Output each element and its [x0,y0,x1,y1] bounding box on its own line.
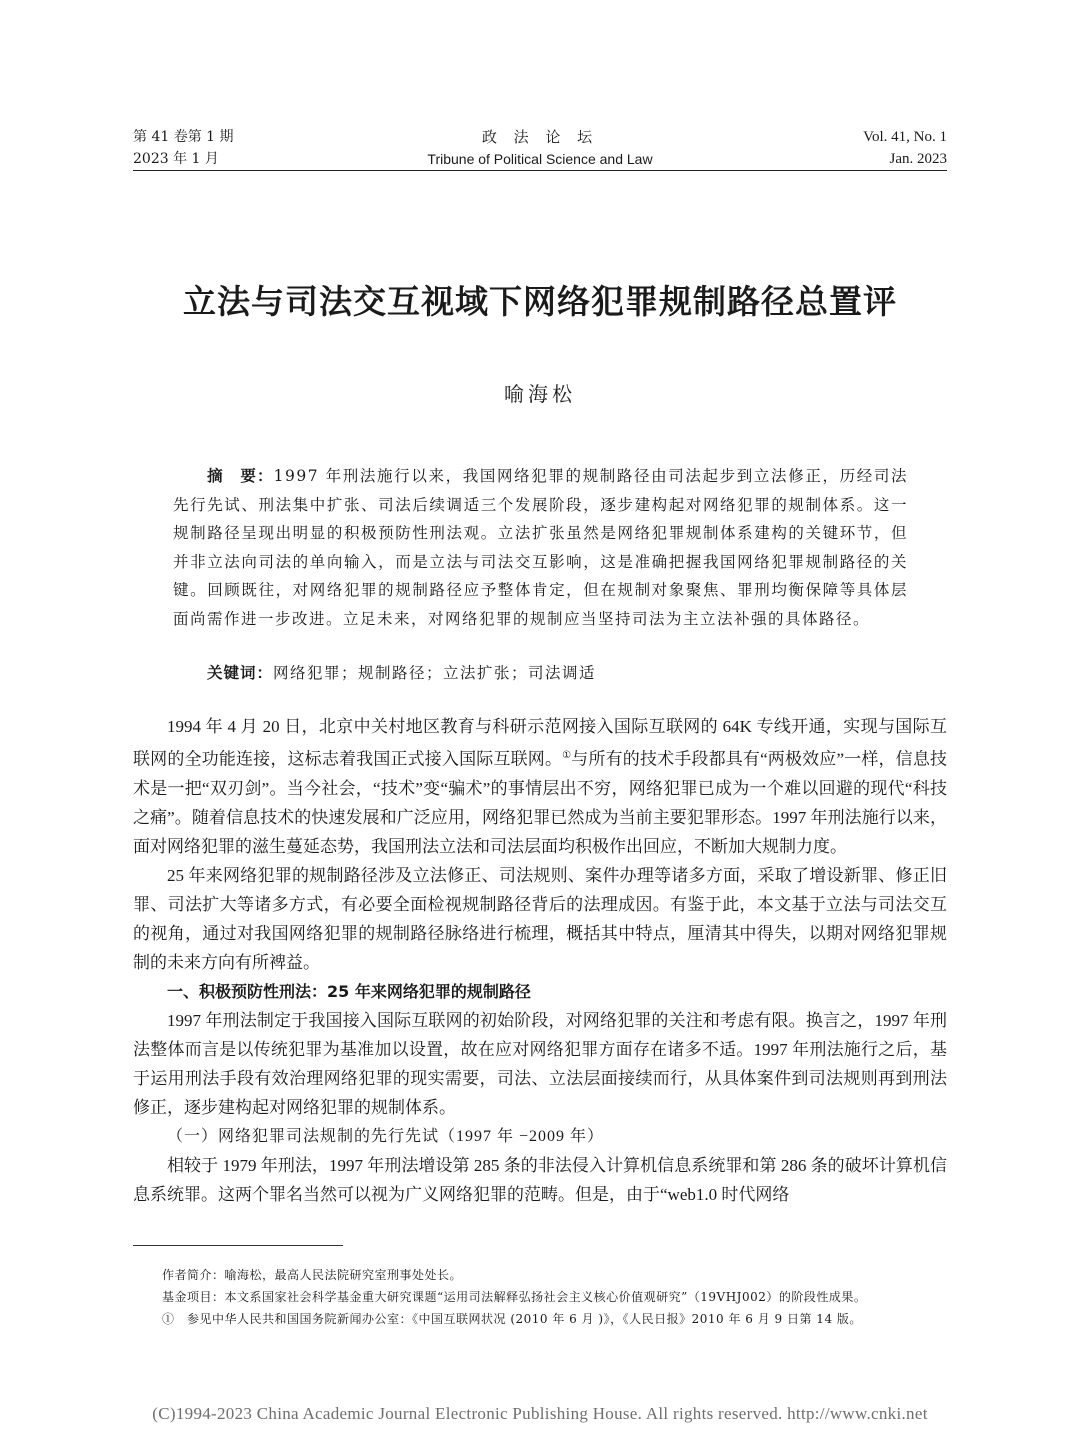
paragraph: 1997 年刑法制定于我国接入国际互联网的初始阶段，对网络犯罪的关注和考虑有限。换言之，1997 年刑法整体而言是以传统犯罪为基准加以设置，故在应对网络犯罪方面存在诸多不适。1997 年刑法施行之后，基于运用刑法手段有效治理网络犯罪的现实需要，司法、立法层面接续而行，从具体案件到司法规则再到刑法修正，逐步建构起对网络犯罪的规制体系。 [133,1010,947,1117]
abstract [173,462,908,633]
keywords [207,659,596,687]
funding-note: 基金项目：本文系国家社会科学基金重大研究课题“运用司法解释弘扬社会主义核心价值观研究”（19VHJ002）的阶段性成果。 [162,1290,867,1304]
paragraph-text: 与所有的技术手段都具有“两极效应”一样，信息技术是一把“双刃剑”。当今社会，“技术”变“骗术”的事情层出不穷，网络犯罪已成为一个难以回避的现代“科技之痛”。随着信息技术的快速发展和广泛应用，网络犯罪已然成为当前主要犯罪形态。1997 年刑法施行以来，面对网络犯罪的滋生蔓延态势，我国刑法立法和司法层面均积极作出回应，不断加大规制力度。 [133,749,948,856]
footnote-1: ① 参见中华人民共和国国务院新闻办公室：《中国互联网状况 (2010 年 6 月 )》，《人民日报》2010 年 6 月 9 日第 14 版。 [162,1312,862,1326]
volume-issue: 第 41 卷第 1 期 [133,129,234,145]
abstract-text: 1997 年刑法施行以来，我国网络犯罪的规制路径由司法起步到立法修正，历经司法先行先试、刑法集中扩张、司法后续调适三个发展阶段，逐步建构起对网络犯罪的规制体系。这一规制路径呈现出明显的积极预防性刑法观。立法扩张虽然是网络犯罪规制体系建构的关键环节，但并非立法向司法的单向输入，而是立法与司法交互影响，这是准确把握我国网络犯罪规制路径的关键。回顾既往，对网络犯罪的规制路径应予整体肯定，但在规制对象聚焦、罪刑均衡保障等具体层面尚需作进一步改进。立足未来，对网络犯罪的规制应当坚持司法为主立法补强的具体路径。 [173,467,908,628]
article-body [133,712,947,1209]
paragraph: 相较于 1979 年刑法，1997 年刑法增设第 285 条的非法侵入计算机信息系统罪和第 286 条的破坏计算机信息系统罪。这两个罪名当然可以视为广义网络犯罪的范畴。但是，由于“web1.0 时代网络 [133,1155,947,1204]
article-author: 喻海松 [504,382,576,406]
article-title: 立法与司法交互视域下网络犯罪规制路径总置评 [183,282,897,321]
publication-date-cn: 2023 年 1 月 [133,151,219,167]
author-bio: 作者简介：喻海松，最高人民法院研究室刑事处处长。 [162,1268,463,1282]
journal-name-en: Tribune of Political Science and Law [427,151,653,167]
journal-volume-info-en [863,126,947,170]
paragraph [133,712,947,861]
keywords-text: 网络犯罪；规制路径；立法扩张；司法调适 [273,664,597,682]
keywords-label: 关键词： [207,664,274,682]
publication-date-en: Jan. 2023 [889,151,947,167]
footnote-ref-1[interactable]: ① [562,750,572,761]
section-heading: 一、积极预防性刑法：25 年来网络犯罪的规制路径 [167,981,531,1001]
volume-en: Vol. 41, No. 1 [863,129,947,145]
header-divider [133,170,947,171]
journal-name-cn: 政 法 论 坛 [481,128,599,146]
footnote-divider [133,1245,343,1246]
subsection-heading: （一）网络犯罪司法规制的先行先试（1997 年 −2009 年） [167,1127,605,1145]
footnotes [162,1264,962,1330]
paragraph-text: 1994 年 4 月 20 日，北京中关村地区教育与科研示范网接入国际互联网的 64K 专线开通，实现与国际互联网的全功能连接，这标志着我国正式接入国际互联网。 [133,717,947,769]
paragraph: 25 年来网络犯罪的规制路径涉及立法修正、司法规则、案件办理等诸多方面，采取了增设新罪、修正旧罪、司法扩大等诸多方式，有必要全面检视规制路径背后的法理成因。有鉴于此，本文基于立法与司法交互的视角，通过对我国网络犯罪的规制路径脉络进行梳理，概括其中特点，厘清其中得失，以期对网络犯罪规制的未来方向有所裨益。 [133,865,947,972]
copyright-notice: (C)1994-2023 China Academic Journal Electronic Publishing House. All rights reserved. http://www.cnki.net [152,1404,928,1423]
abstract-label: 摘 要： [207,467,274,485]
